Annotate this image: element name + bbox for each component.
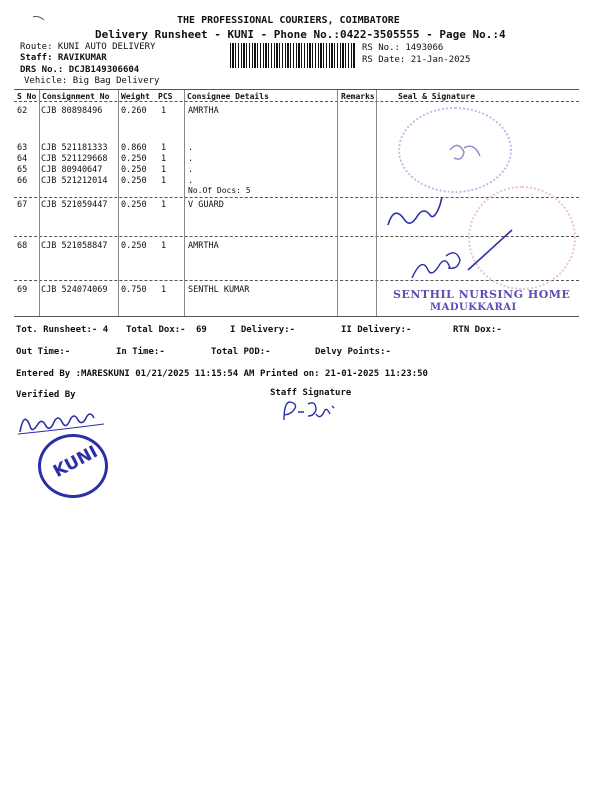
company-name: THE PROFESSIONAL COURIERS, COIMBATORE	[177, 15, 400, 26]
table-row-sno: 62	[17, 106, 28, 116]
signature-marks-icon	[380, 130, 580, 290]
table-row-consignment: CJB 521212014	[41, 176, 108, 186]
corner-mark-icon	[32, 14, 46, 24]
table-row-weight: 0.250	[121, 176, 147, 186]
verified-by: Verified By	[16, 390, 76, 400]
table-row-weight: 0.250	[121, 200, 147, 210]
nursing-home-stamp-line1: SENTHIL NURSING HOME	[393, 288, 571, 301]
table-row-consignee: SENTHL KUMAR	[188, 285, 250, 295]
col-divider	[184, 90, 185, 316]
table-row-consignment: CJB 80940647	[41, 165, 103, 175]
table-row-sno: 69	[17, 285, 28, 295]
table-row-consignee: .	[188, 143, 194, 153]
table-row-pcs: 1	[161, 106, 167, 116]
total-pod: Total POD:-	[211, 347, 271, 357]
table-row-weight: 0.250	[121, 154, 147, 164]
total-dox-label: Total Dox:-	[126, 325, 186, 335]
table-row-sno: 64	[17, 154, 28, 164]
runsheet-title: Delivery Runsheet - KUNI - Phone No.:0422-3505555 - Page No.:4	[95, 28, 506, 41]
table-row-consignment: CJB 521059447	[41, 200, 108, 210]
col-header-weight: Weight	[121, 92, 150, 101]
table-row-consignment: CJB 521058847	[41, 241, 108, 251]
table-row-pcs: 1	[161, 285, 167, 295]
no-of-docs: No.Of Docs: 5	[188, 186, 251, 195]
table-row-consignee: .	[188, 165, 194, 175]
rs-number: RS No.: 1493066	[362, 43, 444, 53]
table-row-sno: 63	[17, 143, 28, 153]
staff: Staff: RAVIKUMAR	[20, 53, 107, 63]
col-header-remarks: Remarks	[341, 92, 375, 101]
table-row-consignee: AMRTHA	[188, 106, 219, 116]
table-row-weight: 0.260	[121, 106, 147, 116]
rtn-dox: RTN Dox:-	[453, 325, 502, 335]
col-header-pcs: PCS	[158, 92, 173, 101]
ii-delivery: II Delivery:-	[341, 325, 412, 335]
total-dox-value: 69	[196, 325, 207, 335]
table-row-weight: 0.250	[121, 241, 147, 251]
table-row-weight: 0.250	[121, 165, 147, 175]
table-row-consignment: CJB 80898496	[41, 106, 103, 116]
table-bottom-border	[14, 316, 579, 317]
table-row-consignment: CJB 524074069	[41, 285, 108, 295]
col-header-seal: Seal & Signature	[398, 92, 476, 101]
table-row-consignment: CJB 521129668	[41, 154, 108, 164]
table-row-pcs: 1	[161, 154, 167, 164]
table-row-weight: 0.860	[121, 143, 147, 153]
barcode	[230, 43, 356, 68]
staff-signature-label: Staff Signature	[270, 388, 352, 398]
entered-by: Entered By :MARESKUNI 01/21/2025 11:15:54 AM	[16, 369, 255, 379]
col-divider	[337, 90, 338, 316]
table-row-sno: 65	[17, 165, 28, 175]
table-row-pcs: 1	[161, 176, 167, 186]
table-row-pcs: 1	[161, 143, 167, 153]
col-divider	[39, 90, 40, 316]
kuni-stamp-text: KUNI	[50, 442, 102, 482]
table-row-consignee: V GUARD	[188, 200, 224, 210]
tot-runsheet: Tot. Runsheet:- 4	[16, 325, 109, 335]
staff-signature-icon	[278, 398, 348, 424]
table-row-pcs: 1	[161, 165, 167, 175]
route: Route: KUNI AUTO DELIVERY	[20, 42, 156, 52]
i-delivery: I Delivery:-	[230, 325, 296, 335]
col-header-consignment: Consignment No	[42, 92, 110, 101]
table-row-pcs: 1	[161, 200, 167, 210]
vehicle: Vehicle: Big Bag Delivery	[24, 76, 160, 86]
in-time: In Time:-	[116, 347, 165, 357]
drs-number: DRS No.: DCJB149306604	[20, 65, 140, 75]
header-divider	[14, 101, 579, 102]
table-top-border	[14, 89, 579, 90]
table-row-consignee: .	[188, 176, 194, 186]
table-row-sno: 66	[17, 176, 28, 186]
out-time: Out Time:-	[16, 347, 71, 357]
col-divider	[376, 90, 377, 316]
table-row-consignment: CJB 521181333	[41, 143, 108, 153]
table-row-sno: 68	[17, 241, 28, 251]
table-row-consignee: .	[188, 154, 194, 164]
col-divider	[118, 90, 119, 316]
table-row-consignee: AMRTHA	[188, 241, 219, 251]
printed-on: Printed on: 21-01-2025 11:23:50	[260, 369, 428, 379]
table-row-weight: 0.750	[121, 285, 147, 295]
col-header-consignee: Consignee Details	[187, 92, 269, 101]
table-row-sno: 67	[17, 200, 28, 210]
delvy-points: Delvy Points:-	[315, 347, 391, 357]
col-header-sno: S No	[17, 92, 37, 101]
nursing-home-stamp-line2: MADUKKARAI	[430, 302, 517, 313]
table-row-pcs: 1	[161, 241, 167, 251]
rs-date: RS Date: 21-Jan-2025	[362, 55, 471, 65]
